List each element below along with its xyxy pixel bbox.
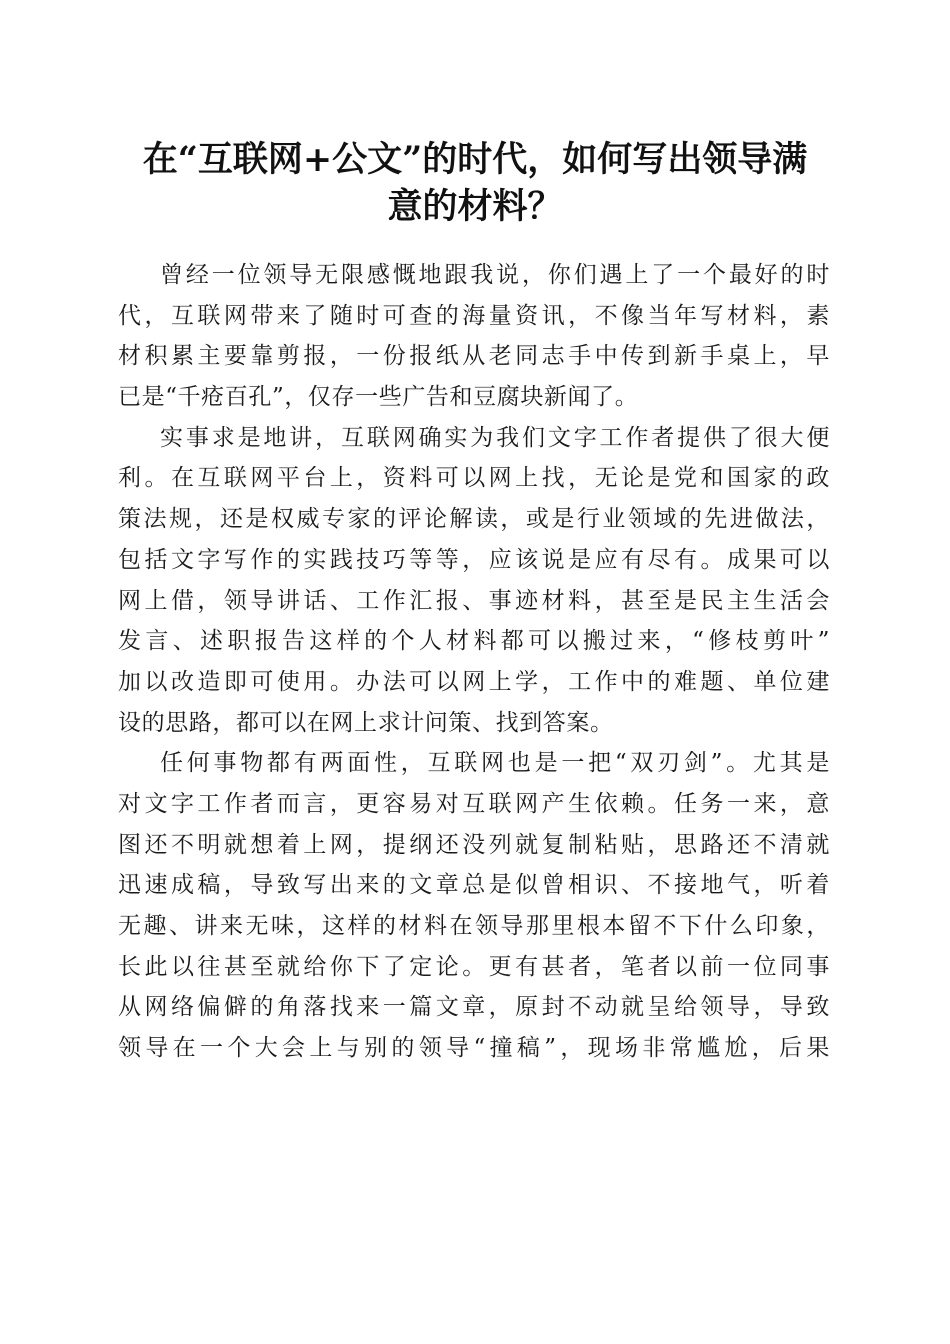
text-line: 包括文字写作的实践技巧等等，应该说是应有尽有。成果可以 [118, 546, 830, 573]
title-line: 在“互联网+公文”的时代，如何写出领导满 [142, 139, 808, 180]
text-line: 曾经一位领导无限感慨地跟我说，你们遇上了一个最好的时 [160, 262, 830, 288]
text-line: 无趣、讲来无味，这样的材料在领导那里根本留不下什么印象， [118, 913, 830, 939]
text-line: 从网络偏僻的角落找来一篇文章，原封不动就呈给领导，导致 [118, 994, 830, 1021]
text-line: 任何事物都有两面性，互联网也是一把“双刃剑”。尤其是 [160, 750, 830, 777]
text-line: 发言、述职报告这样的个人材料都可以搬过来，“修枝剪叶” [118, 628, 830, 655]
text-line: 领导在一个大会上与别的领导“撞稿”，现场非常尴尬，后果 [118, 1035, 830, 1062]
title-line: 意的材料？ [387, 186, 563, 227]
text-line: 实事求是地讲，互联网确实为我们文字工作者提供了很大便 [160, 424, 830, 451]
text-line: 材积累主要靠剪报，一份报纸从老同志手中传到新手桌上，早 [118, 343, 830, 370]
paragraph-3 [118, 743, 830, 1069]
page-title [110, 136, 840, 230]
text-line: 策法规，还是权威专家的评论解读，或是行业领域的先进做法， [118, 506, 830, 533]
text-line: 设的思路，都可以在网上求计问策、找到答案。 [118, 709, 614, 736]
text-line: 长此以往甚至就给你下了定论。更有甚者，笔者以前一位同事 [118, 953, 830, 980]
text-line: 加以改造即可使用。办法可以网上学，工作中的难题、单位建 [118, 668, 830, 695]
text-line: 图还不明就想着上网，提纲还没列就复制粘贴，思路还不清就 [118, 831, 830, 858]
paragraph-2 [118, 418, 830, 744]
text-line: 网上借，领导讲话、工作汇报、事迹材料，甚至是民主生活会 [118, 587, 830, 614]
article-body [118, 255, 830, 1069]
text-line: 迅速成稿，导致写出来的文章总是似曾相识、不接地气，听着 [118, 872, 830, 899]
text-line: 利。在互联网平台上，资料可以网上找，无论是党和国家的政 [118, 465, 830, 492]
text-line: 代，互联网带来了随时可查的海量资讯，不像当年写材料，素 [118, 302, 830, 329]
text-line: 已是“千疮百孔”，仅存一些广告和豆腐块新闻了。 [118, 384, 639, 411]
paragraph-1 [118, 255, 830, 418]
text-line: 对文字工作者而言，更容易对互联网产生依赖。任务一来，意 [118, 790, 830, 817]
